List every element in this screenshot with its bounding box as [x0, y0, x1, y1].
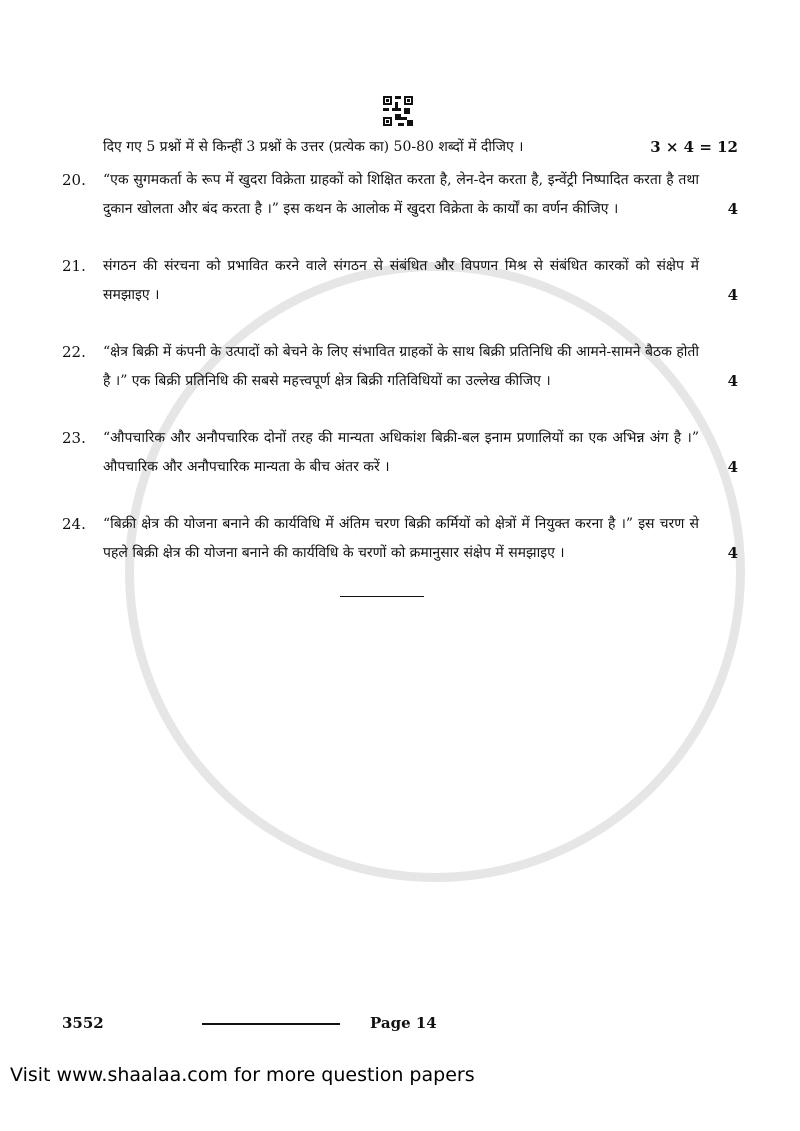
question-text-line: इस चरण से पहले बिक्री क्षेत्र की योजना बनाने की कार्यविधि के चरणों को क्रमानुसार संक्षेप में समझाइए । [103, 516, 699, 561]
question-marks: 4 [727, 544, 738, 562]
question-23 [62, 424, 738, 482]
question-text-line: कार्यों का वर्णन कीजिए । [492, 201, 619, 217]
question-text-line: आमने-सामने बैठक होती है ।” एक बिक्री प्रतिनिधि की सबसे महत्त्वपूर्ण क्षेत्र बिक्री गतिविधियों का [103, 344, 700, 389]
question-marks: 4 [727, 200, 738, 218]
question-20 [62, 166, 738, 224]
question-text-line: अभिन्न अंग है ।” औपचारिक और अनौपचारिक मान्यता के बीच अंतर करें । [103, 430, 699, 475]
question-22 [62, 338, 738, 396]
question-text-line: संगठन की संरचना को प्रभावित करने वाले संगठन से संबंधित और विपणन मिश्र से संबंधित कारकों को [103, 258, 650, 274]
question-marks: 4 [727, 372, 738, 390]
question-number: 21. [62, 257, 86, 275]
page-number: Page 14 [370, 1014, 437, 1032]
end-divider [340, 596, 424, 597]
paper-code: 3552 [62, 1014, 104, 1032]
question-text [103, 338, 699, 396]
question-text-line: “औपचारिक और अनौपचारिक दोनों तरह की मान्यता अधिकांश बिक्री-बल इनाम प्रणालियों का एक [103, 430, 607, 446]
section-instruction-row [103, 136, 738, 158]
question-text [103, 510, 699, 568]
question-marks: 4 [727, 286, 738, 304]
question-number: 20. [62, 171, 86, 189]
question-text-line: “बिक्री क्षेत्र की योजना बनाने की कार्यविधि में अंतिम चरण बिक्री कर्मियों को क्षेत्रों में नियुक्त करना है ।” [103, 516, 634, 532]
question-21 [62, 252, 738, 310]
footer-divider [202, 1023, 340, 1025]
question-text-line: “क्षेत्र बिक्री में कंपनी के उत्पादों को बेचने के लिए संभावित ग्राहकों के साथ बिक्री प्रतिनिधि की [103, 344, 572, 360]
question-text-line: “एक सुगमकर्ता के रूप में खुदरा विक्रेता ग्राहकों को शिक्षित करता है, लेन-देन करता है, इन्वेंट्री [103, 172, 578, 188]
question-text-line: संक्षेप में समझाइए । [103, 258, 699, 303]
question-24 [62, 510, 738, 568]
question-text [103, 252, 699, 310]
section-marks: 3 × 4 = 12 [650, 138, 738, 156]
question-section [62, 136, 738, 597]
section-instruction: दिए गए 5 प्रश्नों में से किन्हीं 3 प्रश्नों के उत्तर (प्रत्येक का) 50-80 शब्दों में दीजिए । [103, 139, 524, 155]
question-number: 22. [62, 343, 86, 361]
question-number: 24. [62, 515, 86, 533]
question-text [103, 166, 699, 224]
question-marks: 4 [727, 458, 738, 476]
question-text [103, 424, 699, 482]
question-number: 23. [62, 429, 86, 447]
qr-code-icon [383, 96, 413, 126]
question-text-line: उल्लेख कीजिए । [465, 373, 551, 389]
question-text-line: निष्पादित करता है तथा दुकान खोलता और बंद करता है ।” इस कथन के आलोक में खुदरा विक्रेता के [103, 172, 699, 217]
visit-banner: Visit www.shaalaa.com for more question papers [10, 1064, 475, 1086]
